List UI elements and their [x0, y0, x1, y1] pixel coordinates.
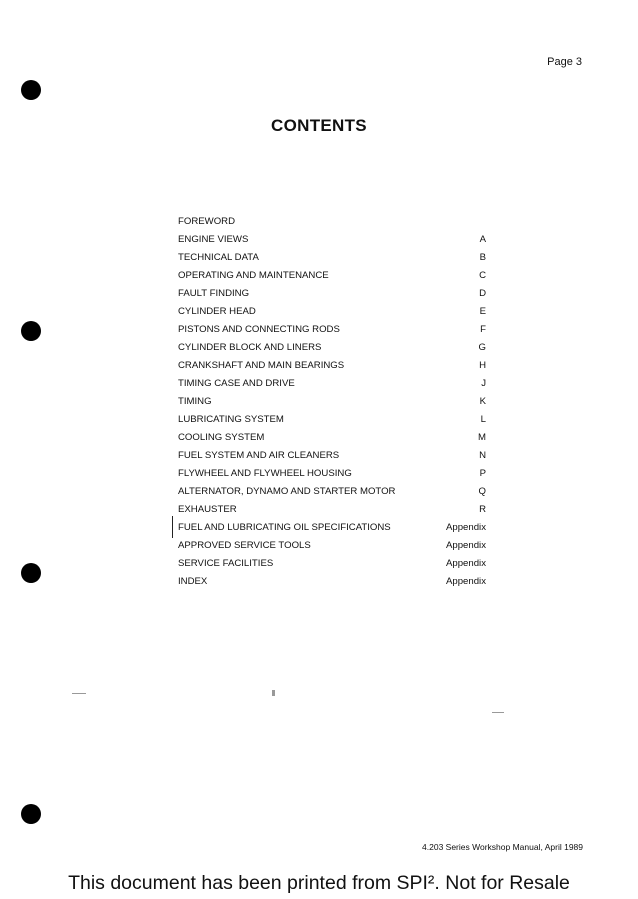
scan-speck [272, 690, 275, 696]
toc-section: H [479, 360, 486, 371]
toc-section: G [478, 342, 486, 353]
toc-entry: FOREWORD [178, 216, 236, 227]
toc-section: B [479, 252, 486, 263]
toc-row[interactable] [178, 465, 486, 483]
toc-row[interactable] [178, 501, 486, 519]
toc-section: Appendix [445, 540, 486, 551]
toc-section: A [479, 234, 486, 245]
toc-section: Appendix [445, 522, 486, 533]
toc-section: Q [478, 486, 486, 497]
page-number: Page 3 [547, 56, 582, 68]
toc-row[interactable] [178, 357, 486, 375]
toc-entry: CYLINDER HEAD [178, 306, 256, 317]
toc-entry: ENGINE VIEWS [178, 234, 249, 245]
toc-entry: FUEL SYSTEM AND AIR CLEANERS [178, 450, 340, 461]
punch-hole [21, 804, 41, 824]
table-of-contents [178, 213, 486, 591]
toc-section: L [480, 414, 486, 425]
toc-row[interactable] [178, 411, 486, 429]
toc-entry: FAULT FINDING [178, 288, 250, 299]
toc-row[interactable] [178, 285, 486, 303]
toc-section: F [480, 324, 486, 335]
toc-row[interactable] [178, 483, 486, 501]
toc-row[interactable] [178, 429, 486, 447]
punch-hole [21, 321, 41, 341]
toc-section: D [479, 288, 486, 299]
toc-row[interactable] [178, 573, 486, 591]
manual-reference: 4.203 Series Workshop Manual, April 1989 [422, 842, 583, 852]
toc-section: Appendix [445, 576, 486, 587]
toc-entry: SERVICE FACILITIES [178, 558, 274, 569]
toc-entry: ALTERNATOR, DYNAMO AND STARTER MOTOR [178, 486, 396, 497]
toc-entry: INDEX [178, 576, 208, 587]
toc-row[interactable] [178, 249, 486, 267]
toc-section: N [479, 450, 486, 461]
punch-hole [21, 563, 41, 583]
toc-section: C [479, 270, 486, 281]
toc-entry: EXHAUSTER [178, 504, 237, 515]
toc-entry: CRANKSHAFT AND MAIN BEARINGS [178, 360, 345, 371]
footer-notice: This document has been printed from SPI². Not for Resale [68, 872, 570, 894]
toc-row[interactable] [178, 555, 486, 573]
toc-row[interactable] [178, 537, 486, 555]
toc-section: P [479, 468, 486, 479]
toc-entry: TIMING CASE AND DRIVE [178, 378, 295, 389]
toc-row[interactable] [178, 303, 486, 321]
page-title: CONTENTS [271, 116, 367, 135]
toc-section: R [479, 504, 486, 515]
toc-entry: OPERATING AND MAINTENANCE [178, 270, 329, 281]
toc-row[interactable] [178, 447, 486, 465]
toc-entry: PISTONS AND CONNECTING RODS [178, 324, 340, 335]
toc-entry: APPROVED SERVICE TOOLS [178, 540, 311, 551]
toc-entry: LUBRICATING SYSTEM [178, 414, 284, 425]
toc-entry: CYLINDER BLOCK AND LINERS [178, 342, 322, 353]
toc-section: Appendix [445, 558, 486, 569]
toc-section: K [479, 396, 486, 407]
toc-section: E [479, 306, 486, 317]
toc-row[interactable] [178, 321, 486, 339]
punch-hole [21, 80, 41, 100]
scan-speck [492, 712, 504, 713]
toc-entry: FUEL AND LUBRICATING OIL SPECIFICATIONS [178, 522, 391, 533]
toc-entry: COOLING SYSTEM [178, 432, 265, 443]
toc-row[interactable] [178, 267, 486, 285]
toc-row[interactable] [178, 375, 486, 393]
toc-row[interactable] [178, 231, 486, 249]
margin-bar [172, 516, 173, 538]
toc-entry: FLYWHEEL AND FLYWHEEL HOUSING [178, 468, 352, 479]
toc-row[interactable] [178, 339, 486, 357]
toc-row[interactable] [178, 213, 486, 231]
toc-row[interactable] [178, 519, 486, 537]
toc-entry: TIMING [178, 396, 212, 407]
toc-section: M [478, 432, 486, 443]
scan-speck [72, 693, 86, 694]
toc-row[interactable] [178, 393, 486, 411]
toc-entry: TECHNICAL DATA [178, 252, 259, 263]
toc-section: J [481, 378, 486, 389]
